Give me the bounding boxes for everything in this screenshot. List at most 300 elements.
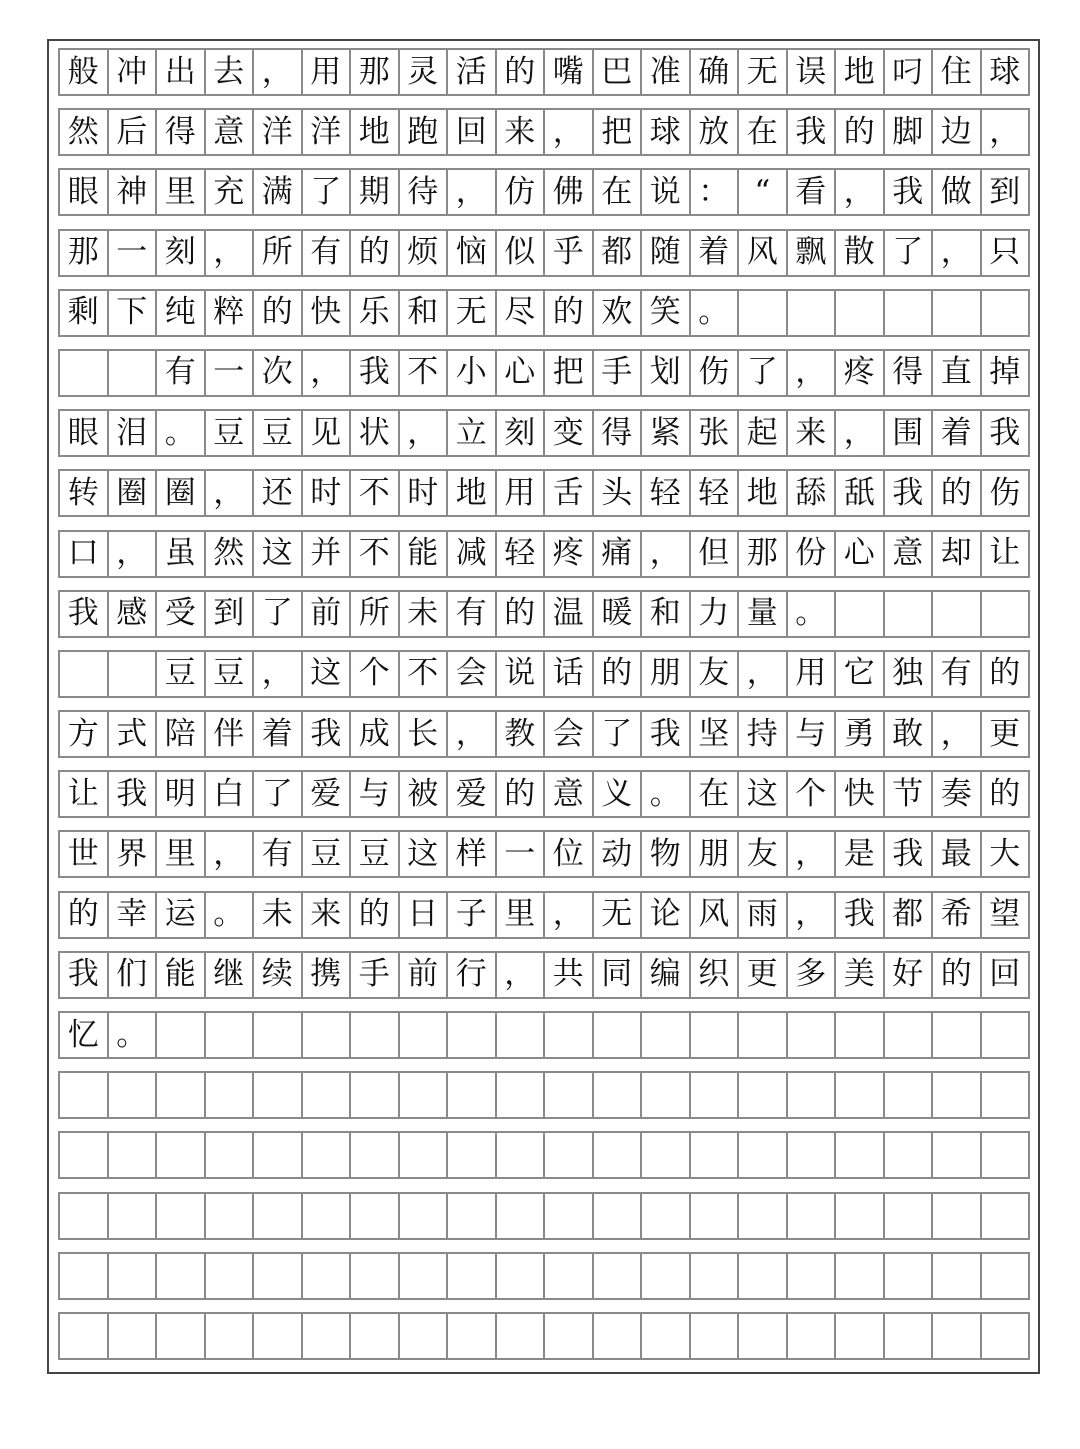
grid-cell: 白 [206, 772, 255, 816]
grid-cell: 样 [448, 832, 497, 876]
grid-cell [254, 1254, 303, 1298]
grid-cell: 笑 [642, 291, 691, 335]
grid-cell: ， [206, 231, 255, 275]
grid-cell: 忆 [60, 1013, 109, 1057]
grid-cell [594, 1013, 643, 1057]
grid-cell: 地 [836, 50, 885, 94]
grid-cell: 伤 [982, 471, 1031, 515]
grid-cell: 舌 [545, 471, 594, 515]
grid-cell: 都 [594, 231, 643, 275]
grid-cell: 并 [303, 532, 352, 576]
grid-cell [400, 1194, 449, 1238]
grid-cell: 持 [739, 712, 788, 756]
grid-cell: 着 [691, 231, 740, 275]
grid-cell: 我 [885, 170, 934, 214]
grid-row [58, 1252, 1030, 1300]
grid-cell [739, 1073, 788, 1117]
grid-cell [60, 1194, 109, 1238]
grid-row [58, 770, 1030, 818]
grid-cell: 携 [303, 953, 352, 997]
grid-row [58, 229, 1030, 277]
grid-cell: 住 [933, 50, 982, 94]
grid-cell: 眼 [60, 170, 109, 214]
grid-cell: 眼 [60, 411, 109, 455]
grid-cell: 这 [254, 532, 303, 576]
grid-cell [206, 1133, 255, 1177]
grid-cell: 更 [982, 712, 1031, 756]
grid-cell: 烦 [400, 231, 449, 275]
grid-cell [497, 1314, 546, 1358]
grid-cell: 坚 [691, 712, 740, 756]
grid-cell: 友 [739, 832, 788, 876]
grid-cell: 洋 [303, 110, 352, 154]
grid-cell: 那 [739, 532, 788, 576]
grid-cell: 得 [157, 110, 206, 154]
grid-cell: 所 [254, 231, 303, 275]
grid-cell: 受 [157, 592, 206, 636]
grid-cell [303, 1254, 352, 1298]
grid-cell [642, 1133, 691, 1177]
grid-cell: 的 [933, 471, 982, 515]
grid-cell [642, 1314, 691, 1358]
grid-cell: ， [788, 832, 837, 876]
grid-cell: 这 [739, 772, 788, 816]
grid-cell: 轻 [497, 532, 546, 576]
grid-cell: 力 [691, 592, 740, 636]
grid-cell: 似 [497, 231, 546, 275]
grid-cell: 手 [594, 351, 643, 395]
grid-cell: ， [254, 50, 303, 94]
grid-cell [836, 1133, 885, 1177]
grid-cell: 那 [351, 50, 400, 94]
grid-cell: 同 [594, 953, 643, 997]
grid-cell [739, 291, 788, 335]
grid-cell: 的 [351, 893, 400, 937]
grid-cell: ， [448, 170, 497, 214]
grid-cell: 看 [788, 170, 837, 214]
grid-cell [545, 1013, 594, 1057]
grid-cell: 我 [982, 411, 1031, 455]
grid-cell: 刻 [157, 231, 206, 275]
grid-cell: 一 [109, 231, 158, 275]
grid-cell: 时 [303, 471, 352, 515]
grid-cell: 小 [448, 351, 497, 395]
grid-cell: 叼 [885, 50, 934, 94]
grid-cell: 我 [885, 832, 934, 876]
grid-cell: 都 [885, 893, 934, 937]
grid-cell: 一 [497, 832, 546, 876]
grid-cell: 敢 [885, 712, 934, 756]
grid-cell: 前 [303, 592, 352, 636]
grid-cell: 意 [545, 772, 594, 816]
grid-cell: 说 [642, 170, 691, 214]
grid-cell: 心 [836, 532, 885, 576]
grid-cell: 活 [448, 50, 497, 94]
grid-cell: 。 [157, 411, 206, 455]
grid-cell: ， [545, 893, 594, 937]
grid-cell [351, 1254, 400, 1298]
grid-cell: 头 [594, 471, 643, 515]
grid-cell [60, 351, 109, 395]
grid-cell: 误 [788, 50, 837, 94]
grid-row [58, 1192, 1030, 1240]
grid-cell: 着 [933, 411, 982, 455]
grid-cell: 状 [351, 411, 400, 455]
grid-cell: 确 [691, 50, 740, 94]
grid-cell [788, 1133, 837, 1177]
grid-cell: 一 [206, 351, 255, 395]
grid-cell: 。 [691, 291, 740, 335]
grid-cell [109, 652, 158, 696]
grid-cell: 尽 [497, 291, 546, 335]
grid-cell: ， [836, 170, 885, 214]
grid-cell: ， [206, 832, 255, 876]
grid-cell: 划 [642, 351, 691, 395]
grid-cell [351, 1133, 400, 1177]
grid-cell: 里 [157, 170, 206, 214]
grid-cell: 豆 [206, 652, 255, 696]
grid-cell [448, 1073, 497, 1117]
grid-cell: 会 [448, 652, 497, 696]
grid-cell: 我 [60, 953, 109, 997]
grid-cell [836, 1194, 885, 1238]
grid-cell: 时 [400, 471, 449, 515]
grid-cell: 了 [594, 712, 643, 756]
grid-cell: ， [254, 652, 303, 696]
grid-cell: ， [933, 231, 982, 275]
grid-cell: 教 [497, 712, 546, 756]
grid-cell [933, 1013, 982, 1057]
grid-cell: 手 [351, 953, 400, 997]
grid-row [58, 469, 1030, 517]
grid-cell: 口 [60, 532, 109, 576]
grid-cell: 下 [109, 291, 158, 335]
grid-cell: 减 [448, 532, 497, 576]
grid-cell [982, 592, 1031, 636]
grid-cell: 未 [254, 893, 303, 937]
grid-cell: 意 [885, 532, 934, 576]
grid-cell: 织 [691, 953, 740, 997]
grid-row [58, 951, 1030, 999]
grid-cell [497, 1194, 546, 1238]
grid-cell [788, 1254, 837, 1298]
grid-cell: ： [691, 170, 740, 214]
grid-cell [60, 652, 109, 696]
grid-cell: 无 [739, 50, 788, 94]
grid-cell [303, 1073, 352, 1117]
grid-cell [206, 1194, 255, 1238]
grid-cell [642, 1073, 691, 1117]
grid-cell [885, 1194, 934, 1238]
grid-cell [885, 291, 934, 335]
grid-cell: 起 [739, 411, 788, 455]
grid-cell: 次 [254, 351, 303, 395]
grid-cell: 继 [206, 953, 255, 997]
grid-cell: 然 [206, 532, 255, 576]
grid-row [58, 108, 1030, 156]
grid-cell: 豆 [351, 832, 400, 876]
grid-cell: 随 [642, 231, 691, 275]
grid-row [58, 1131, 1030, 1179]
grid-cell: 话 [545, 652, 594, 696]
grid-cell: 节 [885, 772, 934, 816]
grid-cell [109, 1254, 158, 1298]
grid-cell: 幸 [109, 893, 158, 937]
grid-cell: 了 [303, 170, 352, 214]
grid-cell [254, 1133, 303, 1177]
grid-cell: ， [545, 110, 594, 154]
grid-cell: ， [642, 532, 691, 576]
grid-cell [788, 1073, 837, 1117]
grid-cell: 地 [351, 110, 400, 154]
grid-cell: 嘴 [545, 50, 594, 94]
grid-cell [594, 1133, 643, 1177]
grid-cell: 舔 [788, 471, 837, 515]
grid-cell [157, 1013, 206, 1057]
grid-cell: 豆 [157, 652, 206, 696]
grid-cell [788, 1013, 837, 1057]
grid-cell: 暖 [594, 592, 643, 636]
grid-cell: 成 [351, 712, 400, 756]
grid-cell [206, 1073, 255, 1117]
grid-cell: 望 [982, 893, 1031, 937]
grid-cell: 来 [497, 110, 546, 154]
grid-cell: 散 [836, 231, 885, 275]
grid-cell: 冲 [109, 50, 158, 94]
grid-cell [497, 1013, 546, 1057]
grid-cell: 的 [497, 50, 546, 94]
grid-cell [400, 1013, 449, 1057]
grid-cell [982, 1254, 1031, 1298]
grid-cell [691, 1133, 740, 1177]
grid-cell: 掉 [982, 351, 1031, 395]
grid-cell: 洋 [254, 110, 303, 154]
grid-cell: 期 [351, 170, 400, 214]
grid-cell: 奏 [933, 772, 982, 816]
grid-cell: 欢 [594, 291, 643, 335]
grid-cell: 有 [157, 351, 206, 395]
grid-row [58, 891, 1030, 939]
grid-cell: 快 [836, 772, 885, 816]
grid-cell: 的 [982, 652, 1031, 696]
grid-cell: 了 [739, 351, 788, 395]
grid-cell: 灵 [400, 50, 449, 94]
grid-cell [545, 1073, 594, 1117]
grid-cell: 意 [206, 110, 255, 154]
grid-cell: 了 [254, 592, 303, 636]
grid-cell [836, 592, 885, 636]
grid-cell [982, 291, 1031, 335]
grid-cell: 出 [157, 50, 206, 94]
grid-cell: 做 [933, 170, 982, 214]
grid-cell: 明 [157, 772, 206, 816]
grid-cell [788, 291, 837, 335]
grid-cell: 把 [545, 351, 594, 395]
grid-cell [497, 1133, 546, 1177]
grid-cell: 让 [60, 772, 109, 816]
grid-cell [157, 1194, 206, 1238]
grid-cell [206, 1013, 255, 1057]
grid-cell [982, 1013, 1031, 1057]
grid-cell: 我 [303, 712, 352, 756]
grid-cell [691, 1073, 740, 1117]
grid-cell [254, 1073, 303, 1117]
grid-cell: 直 [933, 351, 982, 395]
grid-cell: 是 [836, 832, 885, 876]
grid-cell: 轻 [691, 471, 740, 515]
grid-cell: 圈 [109, 471, 158, 515]
grid-cell [594, 1314, 643, 1358]
grid-cell: 豆 [303, 832, 352, 876]
grid-cell [739, 1254, 788, 1298]
grid-cell: 用 [303, 50, 352, 94]
grid-cell [885, 1013, 934, 1057]
grid-cell: 还 [254, 471, 303, 515]
grid-cell: 然 [60, 110, 109, 154]
grid-cell: 得 [594, 411, 643, 455]
grid-cell: 所 [351, 592, 400, 636]
grid-cell: 与 [351, 772, 400, 816]
grid-cell: 义 [594, 772, 643, 816]
grid-cell: 仿 [497, 170, 546, 214]
grid-cell: 佛 [545, 170, 594, 214]
grid-cell: 轻 [642, 471, 691, 515]
grid-cell: 我 [351, 351, 400, 395]
grid-cell [691, 1013, 740, 1057]
grid-cell: 后 [109, 110, 158, 154]
grid-cell: 我 [885, 471, 934, 515]
grid-cell [109, 1194, 158, 1238]
grid-cell [157, 1254, 206, 1298]
grid-cell [303, 1133, 352, 1177]
grid-cell [545, 1254, 594, 1298]
grid-cell: 世 [60, 832, 109, 876]
grid-cell: 不 [351, 532, 400, 576]
grid-cell: 回 [982, 953, 1031, 997]
grid-cell: 。 [109, 1013, 158, 1057]
grid-row [58, 409, 1030, 457]
grid-cell: 无 [448, 291, 497, 335]
grid-cell: 到 [206, 592, 255, 636]
grid-cell: 但 [691, 532, 740, 576]
grid-cell: 位 [545, 832, 594, 876]
grid-cell: 式 [109, 712, 158, 756]
grid-cell [109, 1133, 158, 1177]
grid-cell [691, 1254, 740, 1298]
grid-cell [206, 1314, 255, 1358]
grid-cell: 在 [594, 170, 643, 214]
grid-cell [109, 1314, 158, 1358]
grid-cell [254, 1013, 303, 1057]
grid-cell: 里 [157, 832, 206, 876]
grid-cell [836, 1254, 885, 1298]
grid-cell: 到 [982, 170, 1031, 214]
grid-cell: 的 [594, 652, 643, 696]
grid-cell [157, 1133, 206, 1177]
grid-row [58, 1071, 1030, 1119]
grid-cell [885, 1133, 934, 1177]
grid-cell: ， [982, 110, 1031, 154]
grid-cell [109, 351, 158, 395]
grid-cell: 未 [400, 592, 449, 636]
grid-cell [448, 1254, 497, 1298]
grid-cell: 粹 [206, 291, 255, 335]
grid-cell: 圈 [157, 471, 206, 515]
grid-row [58, 710, 1030, 758]
grid-cell: 量 [739, 592, 788, 636]
grid-cell [933, 291, 982, 335]
grid-cell: 在 [691, 772, 740, 816]
grid-cell: 的 [60, 893, 109, 937]
grid-cell [836, 291, 885, 335]
grid-cell: 说 [497, 652, 546, 696]
grid-cell: 勇 [836, 712, 885, 756]
grid-cell: 剩 [60, 291, 109, 335]
grid-cell: 爱 [448, 772, 497, 816]
grid-cell [594, 1194, 643, 1238]
grid-row [58, 168, 1030, 216]
grid-cell [982, 1194, 1031, 1238]
grid-cell: 只 [982, 231, 1031, 275]
grid-cell: 独 [885, 652, 934, 696]
grid-cell: 能 [157, 953, 206, 997]
grid-cell: 个 [351, 652, 400, 696]
grid-cell: 被 [400, 772, 449, 816]
grid-cell: 美 [836, 953, 885, 997]
grid-cell [254, 1194, 303, 1238]
grid-cell: 了 [254, 772, 303, 816]
grid-cell: 地 [448, 471, 497, 515]
grid-cell: ， [739, 652, 788, 696]
grid-cell: 来 [788, 411, 837, 455]
grid-cell: 前 [400, 953, 449, 997]
grid-cell [109, 1073, 158, 1117]
grid-cell: 虽 [157, 532, 206, 576]
grid-cell: 刻 [497, 411, 546, 455]
grid-cell: 日 [400, 893, 449, 937]
grid-cell: 论 [642, 893, 691, 937]
grid-cell: 变 [545, 411, 594, 455]
grid-cell: 充 [206, 170, 255, 214]
grid-cell: 疼 [545, 532, 594, 576]
grid-cell: 豆 [254, 411, 303, 455]
grid-cell: 却 [933, 532, 982, 576]
grid-cell: 爱 [303, 772, 352, 816]
grid-cell: 编 [642, 953, 691, 997]
grid-cell: 围 [885, 411, 934, 455]
grid-cell: 的 [982, 772, 1031, 816]
grid-cell [933, 1254, 982, 1298]
grid-cell: 最 [933, 832, 982, 876]
grid-cell: 的 [497, 592, 546, 636]
grid-cell [982, 1073, 1031, 1117]
grid-cell: 我 [642, 712, 691, 756]
grid-cell [400, 1254, 449, 1298]
grid-cell: 运 [157, 893, 206, 937]
grid-cell [448, 1133, 497, 1177]
grid-cell: 待 [400, 170, 449, 214]
grid-cell: 我 [836, 893, 885, 937]
grid-cell: 。 [788, 592, 837, 636]
grid-cell: ， [448, 712, 497, 756]
grid-cell [739, 1194, 788, 1238]
grid-cell [60, 1314, 109, 1358]
grid-cell: 的 [497, 772, 546, 816]
grid-cell: 脚 [885, 110, 934, 154]
grid-cell: ， [109, 532, 158, 576]
grid-cell [691, 1194, 740, 1238]
grid-cell: 张 [691, 411, 740, 455]
